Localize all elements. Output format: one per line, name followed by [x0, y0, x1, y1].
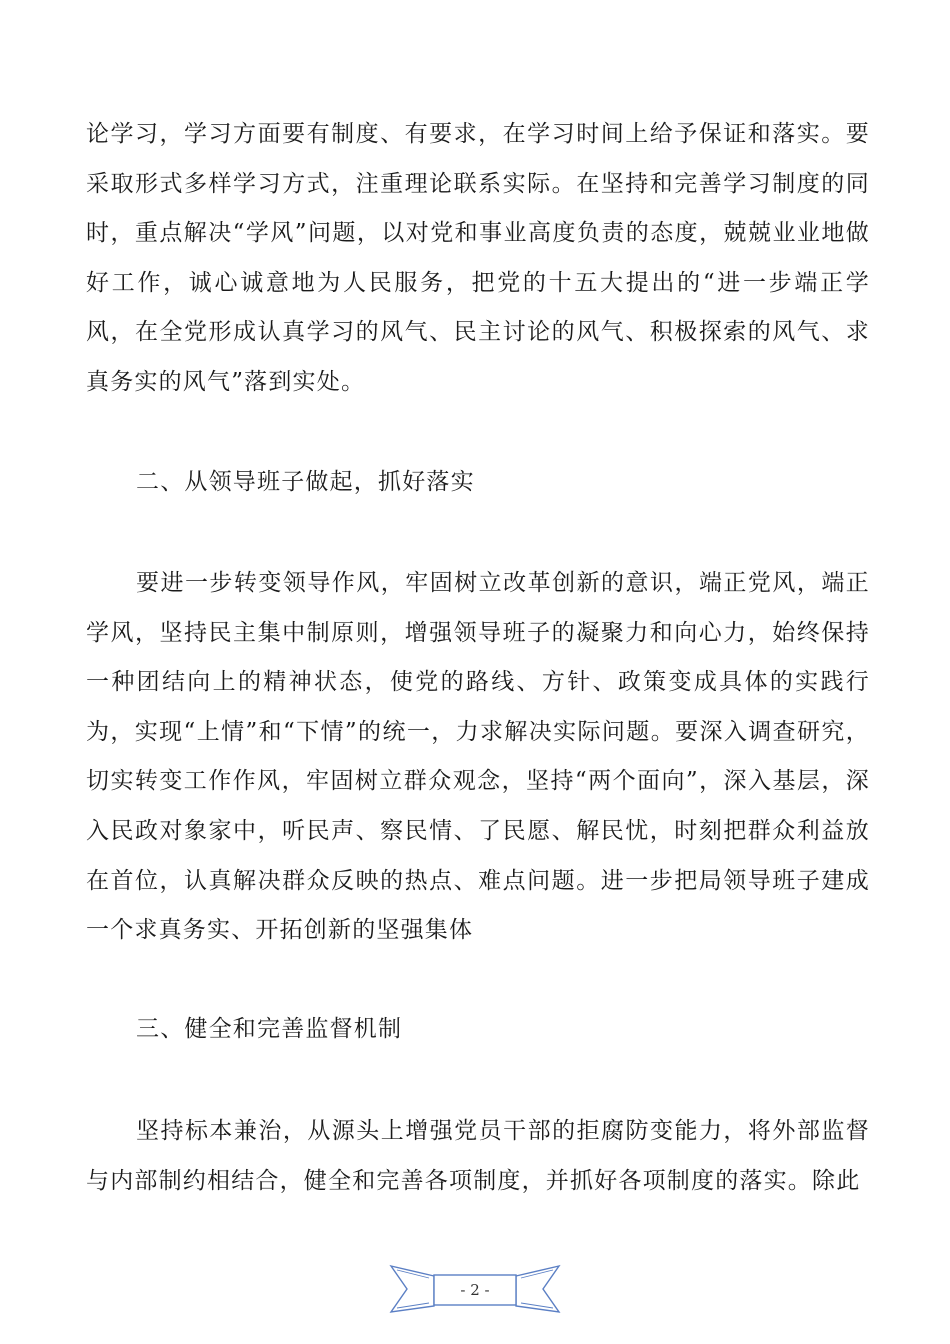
- section-heading-3: 三、健全和完善监督机制: [136, 1016, 403, 1042]
- section-heading-2: 二、从领导班子做起，抓好落实: [136, 469, 475, 495]
- paragraph-3: 坚持标本兼治，从源头上增强党员干部的拒腐防变能力，将外部监督与内部制约相结合，健全和完善各项制度，并抓好各项制度的落实。除此: [86, 1118, 870, 1194]
- page-number: - 2 -: [460, 1281, 490, 1299]
- paragraph-1: 论学习，学习方面要有制度、有要求，在学习时间上给予保证和落实。要采取形式多样学习方式，注重理论联系实际。在坚持和完善学习制度的同时，重点解决“学风”问题，以对党和事业高度负责的态度，兢兢业业地做好工作，诚心诚意地为人民服务，把党的十五大提出的“进一步端正学风，在全党形成认真学习的风气、民主讨论的风气、积极探索的风气、求真务实的风气”落到实处。: [86, 121, 870, 395]
- paragraph-2: 要进一步转变领导作风，牢固树立改革创新的意识，端正党风，端正学风，坚持民主集中制原则，增强领导班子的凝聚力和向心力，始终保持一种团结向上的精神状态，使党的路线、方针、政策变成具体的实践行为，实现“上情”和“下情”的统一，力求解决实际问题。要深入调查研究，切实转变工作作风，牢固树立群众观念，坚持“两个面向”，深入基层，深入民政对象家中，听民声、察民情、了民愿、解民忧，时刻把群众利益放在首位，认真解决群众反映的热点、难点问题。进一步把局领导班子建成一个求真务实、开拓创新的坚强集体: [86, 570, 870, 944]
